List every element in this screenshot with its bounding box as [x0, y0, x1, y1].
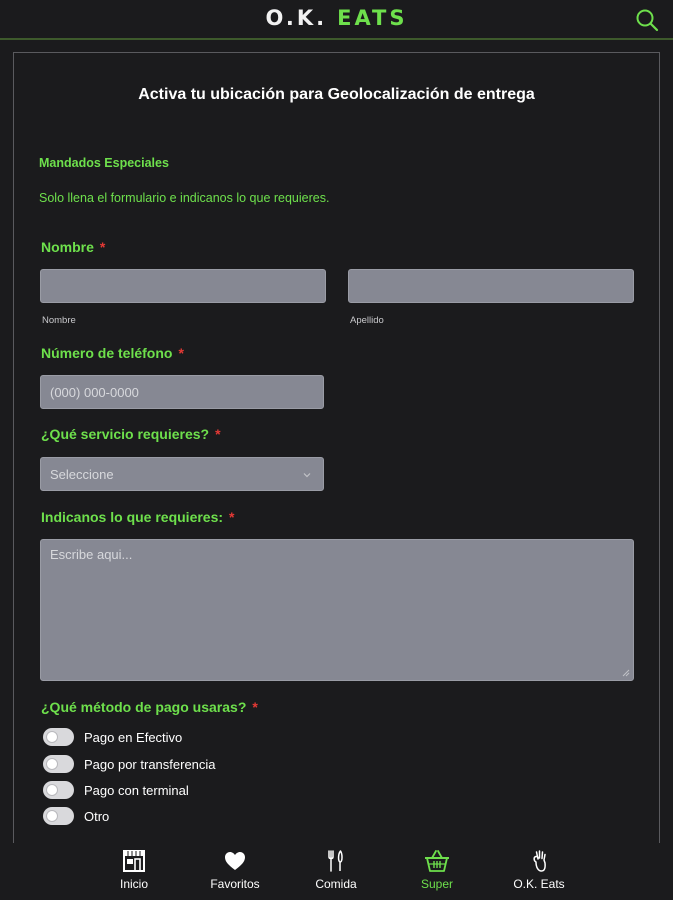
service-label-text: ¿Qué servicio requieres? [41, 426, 210, 442]
ok-hand-icon [527, 849, 551, 873]
toggle-knob [46, 810, 58, 822]
toggle-knob [46, 784, 58, 796]
request-placeholder: Escribe aqui... [50, 547, 133, 562]
nav-label: Super [420, 877, 454, 891]
required-mark: * [215, 426, 221, 442]
toggle-switch[interactable] [43, 807, 74, 825]
payment-option-other[interactable] [43, 806, 109, 826]
logo-eats: EATS [337, 6, 408, 30]
name-label-text: Nombre [41, 239, 94, 255]
last-name-input[interactable] [348, 269, 634, 303]
first-name-input[interactable] [40, 269, 326, 303]
service-select[interactable] [40, 457, 324, 491]
phone-label [41, 345, 184, 361]
search-icon [635, 8, 659, 32]
section-title: Mandados Especiales [39, 156, 169, 170]
resize-handle-icon[interactable] [622, 669, 630, 677]
name-label [41, 239, 105, 255]
payment-label-text: ¿Qué método de pago usaras? [41, 699, 247, 715]
request-label [41, 509, 235, 525]
bottom-nav [0, 843, 673, 900]
request-label-text: Indicanos lo que requieres: [41, 509, 224, 525]
logo-ok: O.K. [265, 6, 328, 30]
request-textarea[interactable] [40, 539, 634, 681]
toggle-switch[interactable] [43, 755, 74, 773]
payment-option-label: Pago con terminal [84, 782, 189, 798]
payment-option-cash[interactable] [43, 727, 182, 747]
search-button[interactable] [635, 8, 659, 32]
form-card [13, 52, 660, 852]
nav-label: O.K. Eats [513, 877, 565, 891]
basket-icon [424, 849, 450, 873]
required-mark: * [252, 699, 258, 715]
toggle-switch[interactable] [43, 781, 74, 799]
toggle-knob [46, 731, 58, 743]
phone-label-text: Número de teléfono [41, 345, 173, 361]
phone-input[interactable] [40, 375, 324, 409]
app-logo[interactable] [0, 6, 673, 30]
phone-placeholder: (000) 000-0000 [50, 384, 139, 400]
nav-item-inicio[interactable] [84, 849, 184, 897]
geolocation-title[interactable]: Activa tu ubicación para Geolocalización de entrega [138, 86, 535, 103]
required-mark: * [99, 239, 106, 255]
payment-option-terminal[interactable] [43, 780, 189, 800]
nav-item-favoritos[interactable] [185, 849, 285, 897]
service-label [41, 426, 221, 442]
chevron-down-icon [303, 471, 311, 479]
first-name-sublabel: Nombre [42, 315, 76, 326]
last-name-sublabel: Apellido [350, 315, 384, 326]
nav-label: Inicio [119, 877, 148, 891]
payment-label [41, 699, 258, 715]
required-mark: * [229, 509, 235, 525]
heart-icon [223, 849, 247, 873]
nav-item-super[interactable] [387, 849, 487, 897]
app-header [0, 0, 673, 40]
required-mark: * [178, 345, 184, 361]
payment-option-transfer[interactable] [43, 754, 216, 774]
nav-label: Favoritos [210, 877, 260, 891]
section-description: Solo llena el formulario e indicanos lo que requieres. [39, 191, 330, 205]
payment-option-label: Otro [84, 808, 110, 824]
nav-item-comida[interactable] [286, 849, 386, 897]
nav-label: Comida [315, 877, 357, 891]
utensils-icon [324, 849, 348, 873]
payment-option-label: Pago por transferencia [84, 756, 216, 772]
service-selected-value: Seleccione [50, 466, 114, 482]
toggle-knob [46, 758, 58, 770]
toggle-switch[interactable] [43, 728, 74, 746]
store-icon [122, 849, 146, 873]
payment-option-label: Pago en Efectivo [84, 729, 183, 745]
nav-item-okeats[interactable] [489, 849, 589, 897]
